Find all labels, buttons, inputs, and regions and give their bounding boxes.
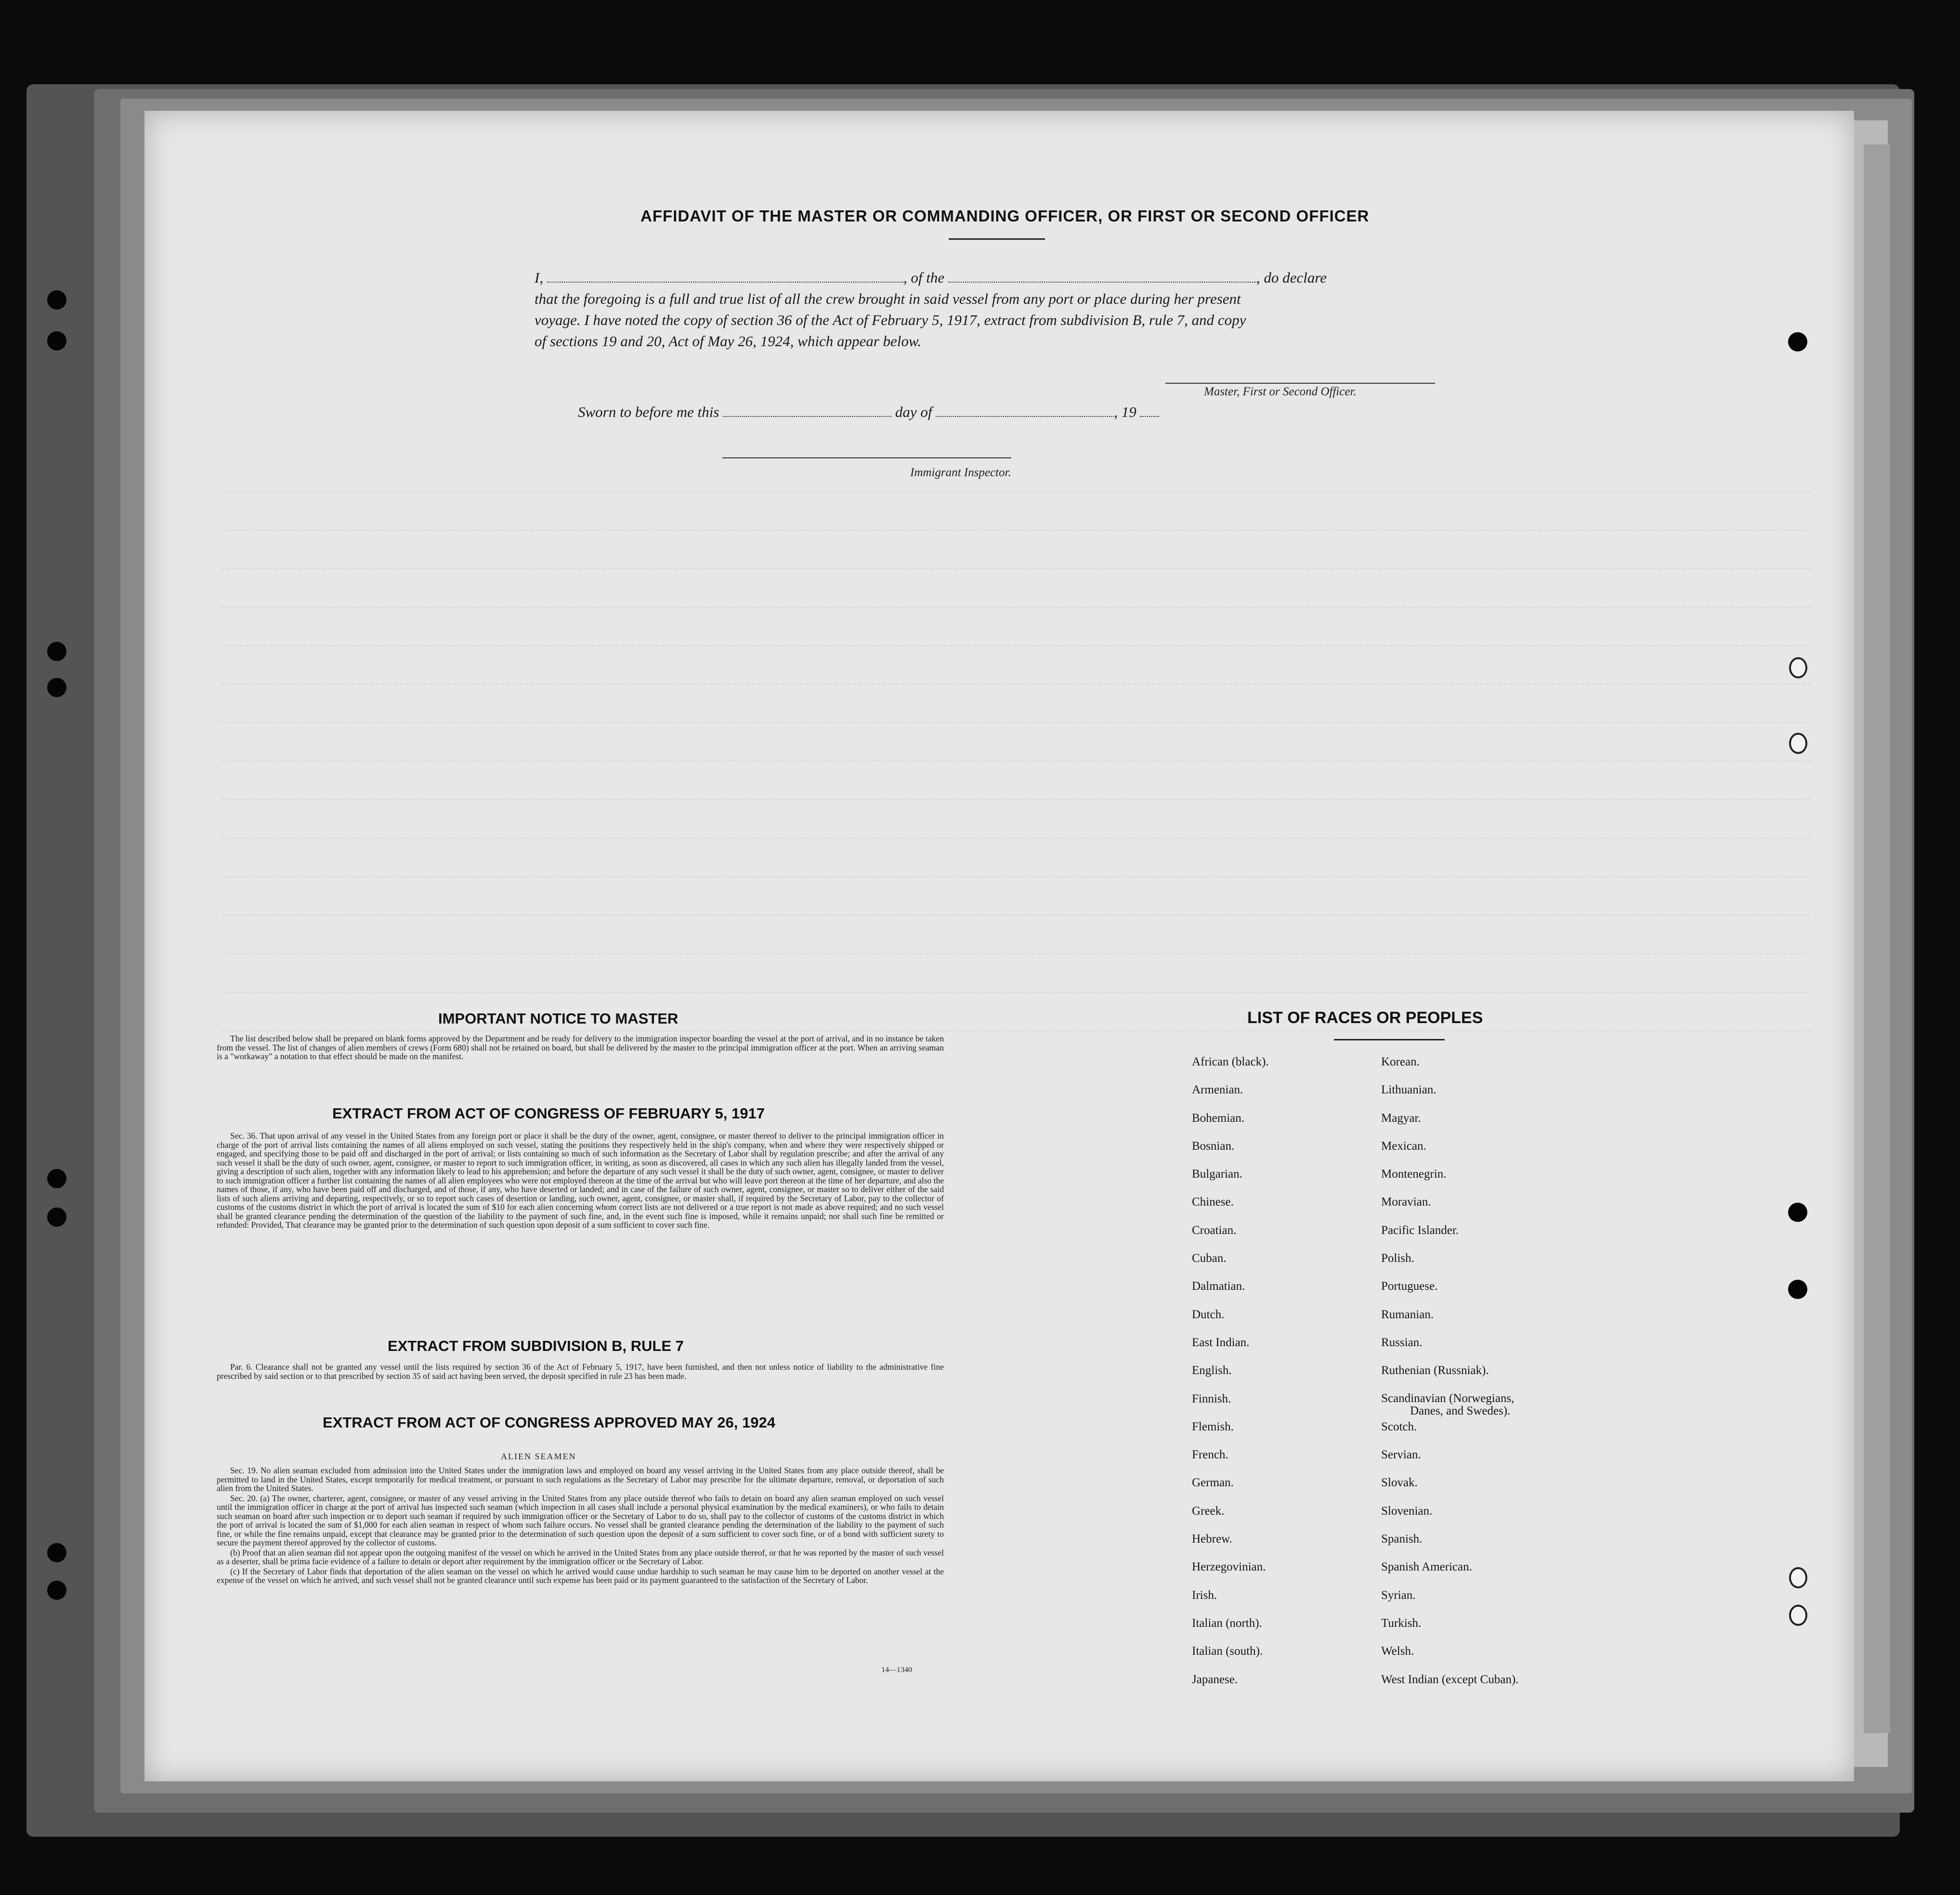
race-item: Flemish. [1192,1420,1234,1433]
races-title: LIST OF RACES OR PEOPLES [1247,1009,1483,1027]
race-item: Scotch. [1381,1420,1417,1433]
binder-hole [1788,1203,1807,1222]
act-1924-title: EXTRACT FROM ACT OF CONGRESS APPROVED MAY 26, 1924 [323,1414,775,1431]
notice-text: The list described below shall be prepared on blank forms approved by the Department and be ready for delivery to the immigration inspector boarding the vessel at the port of arrival, and in no instance be taken from the vessel. The list of changes of alien members of crews (Form 680) shall not be retained on board, but shall be delivered by the master to the principal immigration officer at the port. When an arriving seaman is a "workaway" a notation to that effect should be made on the manifest. [217,1034,944,1061]
race-item: Turkish. [1381,1616,1422,1630]
race-item: Hebrew. [1192,1532,1232,1546]
race-item: Spanish. [1381,1532,1423,1546]
race-item: Russian. [1381,1336,1423,1349]
act-1924-text: Sec. 19. No alien seaman excluded from admission into the United States under the immigration laws and employed on board any vessel arriving in the United States from any place outside thereof, shall be permitted to land in the United States, except temporarily for medical treatment, or pursuant to such regulations as the Secretary of Labor may prescribe for the ultimate departure, removal, or deportation of such alien from the United States. Sec. 20. (a) The owner, charterer, agent, consignee, or master of any vessel arriving in the United States from any place outside thereof who fails to detain on board any alien seaman employed on such vessel until the immigration officer in charge at the port of arrival has inspected such seaman (which inspection in all cases shall include a personal physical examination by the medical examiners), or who fails to detain such seaman on board after such inspection or to deport such seaman if required by such immigration officer or the Secretary of Labor to do so, shall pay to the collector of customs of the customs district in which the port of arrival is located the sum of $1,000 for each alien seaman in respect of whom such failure occurs. No vessel shall be granted clearance pending the determination of the liability to the payment of such fine, or while the fine remains unpaid, except that clearance may be granted prior to the determination of such question upon the deposit of a sum sufficient to cover such fine, or of a bond with sufficient surety to secure the payment thereof approved by the collector of customs. (b) Proof that an alien seaman did not appear upon the outgoing manifest of the vessel on which he arrived in the United States from any place outside thereof, or that he was reported by the master of such vessel as a deserter, shall be prima facie evidence of a failure to detain or deport after requirement by the immigration officer or the Secretary of Labor. (c) If the Secretary of Labor finds that deportation of the alien seaman on the vessel on which he arrived would cause undue hardship to such seaman he may cause him to be deported on another vessel at the expense of the vessel on which he arrived, and such vessel shall not be granted clearance until such expense has been paid or its payment guaranteed to the satisfaction of the Secretary of Labor. [217,1466,944,1585]
binder-hole [47,642,66,661]
name-blank [547,281,903,283]
races-rule [1334,1039,1445,1040]
signature-line [1165,383,1435,384]
race-item: Italian (north). [1192,1616,1262,1630]
race-item: Korean. [1381,1055,1420,1068]
affidavit-text [535,267,1478,352]
race-item: Montenegrin. [1381,1168,1447,1181]
race-item: Dutch. [1192,1308,1225,1321]
race-item: Chinese. [1192,1195,1234,1209]
affidavit-line-2: that the foregoing is a full and true list of all the crew brought in said vessel from any port or place during her present [535,290,1241,307]
alien-seamen-subtitle: ALIEN SEAMEN [501,1452,576,1461]
race-item: Rumanian. [1381,1308,1434,1321]
rule-7-title: EXTRACT FROM SUBDIVISION B, RULE 7 [388,1337,684,1354]
race-item: Moravian. [1381,1195,1431,1209]
race-item: Spanish American. [1381,1560,1472,1574]
inspector-signature-line [722,457,1011,458]
reinforced-hole [1789,1567,1807,1588]
race-item: Lithuanian. [1381,1083,1437,1097]
form-number: 14—1340 [881,1666,912,1674]
signature-label: Master, First or Second Officer. [1204,385,1357,398]
race-item: Pacific Islander. [1381,1223,1459,1237]
race-item: Scandinavian (Norwegians, Danes, and Swedes). [1381,1391,1515,1417]
binder-hole [47,1581,66,1600]
inspector-label: Immigrant Inspector. [910,466,1011,479]
binder-hole [1788,1280,1807,1299]
race-item: Armenian. [1192,1083,1243,1097]
race-item: Slovak. [1381,1476,1418,1490]
race-item: German. [1192,1476,1234,1490]
binder-hole [47,331,66,350]
day-blank [723,415,891,417]
sworn-line: Sworn to before me this day of , 19 [578,403,1159,421]
race-item: Croatian. [1192,1223,1237,1237]
month-blank [936,415,1114,417]
binder-hole [47,1543,66,1562]
race-item: East Indian. [1192,1336,1250,1349]
title-rule [949,238,1045,240]
race-item: Finnish. [1192,1392,1231,1405]
race-item: Dalmatian. [1192,1280,1245,1293]
race-item: Slovenian. [1381,1504,1433,1518]
race-item: Cuban. [1192,1252,1227,1265]
race-item: Japanese. [1192,1673,1238,1686]
race-item: Bohemian. [1192,1111,1245,1125]
affidavit-line-3: voyage. I have noted the copy of section 36 of the Act of February 5, 1917, extract from subdivision B, rule 7, and copy [535,312,1246,328]
races-right-column [1381,1055,1518,1701]
race-item: French. [1192,1448,1228,1462]
affidavit-line-1: I, , of the , do declare [535,269,1327,286]
race-item: Ruthenian (Russniak). [1381,1364,1489,1377]
reinforced-hole [1789,1605,1807,1626]
page-edge [1864,144,1890,1733]
vessel-blank [948,281,1256,283]
race-item: Magyar. [1381,1111,1421,1125]
affidavit-line-4: of sections 19 and 20, Act of May 26, 1924, which appear below. [535,333,922,350]
affidavit-title: AFFIDAVIT OF THE MASTER OR COMMANDING OFFICER, OR FIRST OR SECOND OFFICER [640,207,1370,225]
race-item: Italian (south). [1192,1645,1263,1658]
race-item: Bulgarian. [1192,1168,1242,1181]
binder-hole [1788,332,1807,351]
rule-7-text: Par. 6. Clearance shall not be granted any vessel until the lists required by section 36 of the Act of February 5, 1917, have been furnished, and then not unless notice of liability to the administrative fine prescribed by said section or to that prescribed by section 35 of said act having been served, the deposit specified in rule 23 has been made. [217,1362,944,1381]
binder-hole [47,1169,66,1188]
year-blank [1140,415,1159,417]
race-item: West Indian (except Cuban). [1381,1673,1519,1686]
race-item: English. [1192,1364,1232,1377]
act-1917-title: EXTRACT FROM ACT OF CONGRESS OF FEBRUARY 5, 1917 [332,1105,765,1122]
binder-hole [47,678,66,697]
race-item: Mexican. [1381,1139,1426,1153]
race-item: Irish. [1192,1588,1217,1602]
race-item: African (black). [1192,1055,1269,1068]
binder-hole [47,1207,66,1227]
race-item: Syrian. [1381,1588,1416,1602]
binder-hole [47,290,66,310]
race-item: Polish. [1381,1252,1414,1265]
race-item: Welsh. [1381,1645,1414,1658]
notice-title: IMPORTANT NOTICE TO MASTER [438,1010,679,1027]
race-item: Greek. [1192,1504,1225,1518]
act-1917-text: Sec. 36. That upon arrival of any vessel in the United States from any foreign port or place it shall be the duty of the owner, agent, consignee, or master thereof to deliver to the principal immigration officer in charge of the port of arrival lists containing the names of all aliens employed on such vessel, stating the positions they respectively held in the ship's company, when and where they were respectively shipped or engaged, and specifying those to be paid off and discharged in the port of arrival; or lists containing so much of such information as the Secretary of Labor shall by regulation prescribe; and after the arrival of any such vessel it shall be the duty of such owner, agent, consignee, or master to report to such immigration officer, in writing, as soon as discovered, all cases in which any such alien has illegally landed from the vessel, giving a description of such alien, together with any information likely to lead to his apprehension; and before the departure of any such vessel it shall be the duty of such owner, agent, consignee, or master to deliver to such immigration officer a further list containing the names of all alien employees who were not employed thereon at the time of the arrival but who will leave port thereon at the time of her departure, and also the names of those, if any, who have been paid off and discharged, and of those, if any, who have deserted or landed; and in case of the failure of such owner, agent, consignee, or master so to deliver either of the said lists of such aliens arriving and departing, respectively, or so to report such cases of desertion or landing, such owner, agent, consignee, or master shall, if required by the Secretary of Labor, pay to the collector of customs of the customs district in which the port of arrival is located the sum of $10 for each alien concerning whom correct lists are not delivered or a true report is not made as above required; and no such vessel shall be granted clearance pending the determination of the question of the liability to the payment of such fine, and, in the event such fine is imposed, while it remains unpaid; nor shall such fine be remitted or refunded: Provided, That clearance may be granted prior to the determination of such question upon deposit of a sum sufficient to cover such fine. [217,1131,944,1230]
race-item: Portuguese. [1381,1280,1438,1293]
race-item: Bosnian. [1192,1139,1235,1153]
race-item: Servian. [1381,1448,1421,1462]
races-left-column [1192,1055,1269,1701]
race-item: Herzegovinian. [1192,1560,1266,1574]
